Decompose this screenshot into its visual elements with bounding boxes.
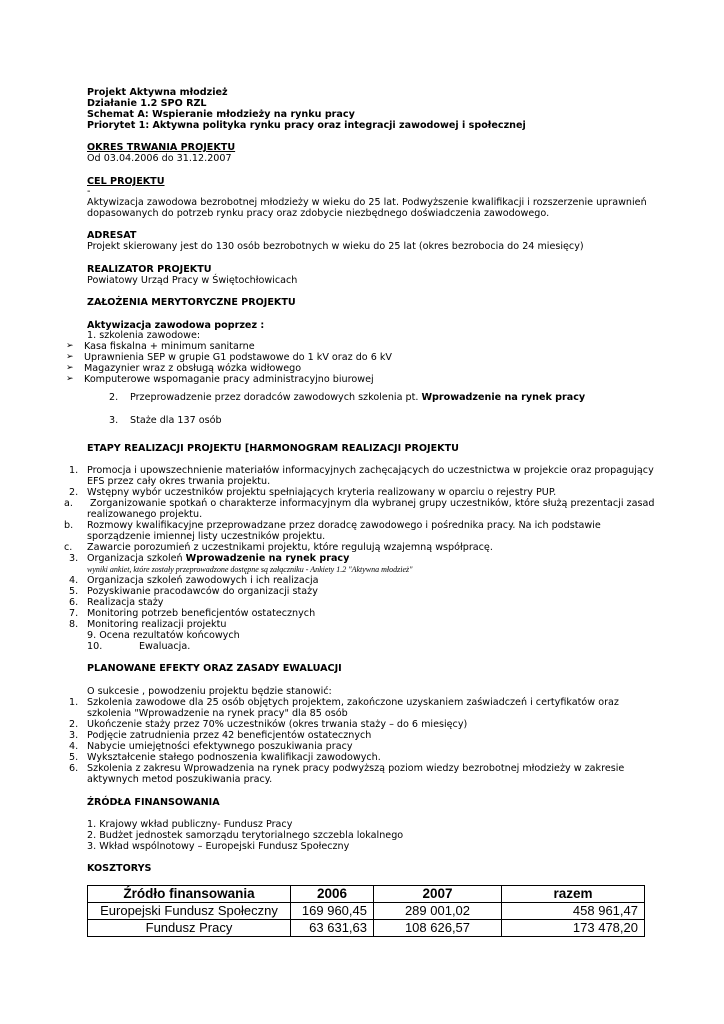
etap-number: 5. bbox=[69, 586, 79, 597]
zalozenia-subheading: Aktywizacja zawodowa poprzez : bbox=[87, 320, 265, 331]
etap-number: 8. bbox=[69, 619, 79, 630]
column-header: 2007 bbox=[374, 886, 502, 903]
zrodlo-item: 3. Wkład wspólnotowy – Europejski Fundusz Społeczny bbox=[87, 841, 350, 852]
okres-heading: OKRES TRWANIA PROJEKTU bbox=[87, 142, 236, 153]
etap-8: Monitoring realizacji projektu bbox=[87, 619, 227, 630]
etap-number: 6. bbox=[69, 597, 79, 608]
etap-5: Pozyskiwanie pracodawców do organizacji staży bbox=[87, 586, 318, 597]
etap-6: Realizacja staży bbox=[87, 597, 164, 608]
efekt-2: Ukończenie staży przez 70% uczestników (okres trwania staży – do 6 miesięcy) bbox=[87, 719, 468, 730]
etap-3-note: wyniki ankiet, które zostały przeprowadzone dostępne są załączniku - Ankiety 1.2 "Aktywna młodzież" bbox=[87, 565, 413, 574]
efekty-intro: O sukcesie , powodzeniu projektu będzie stanowić: bbox=[87, 686, 332, 697]
table-cell: 63 631,63 bbox=[291, 920, 374, 937]
etap-2: Wstępny wybór uczestników projektu spełniających kryteria realizowany w oparciu o rejestry PUP. bbox=[87, 487, 557, 498]
etap-9: 9. Ocena rezultatów końcowych bbox=[87, 630, 240, 641]
column-header: 2006 bbox=[291, 886, 374, 903]
efekt-number: 4. bbox=[69, 741, 79, 752]
table-header-row bbox=[88, 886, 645, 903]
okres-text: Od 03.04.2006 do 31.12.2007 bbox=[87, 153, 232, 164]
cel-line-1: Aktywizacja zawodowa bezrobotnej młodzieży w wieku do 25 lat. Podwyższenie kwalifikacji i rozszerzenie uprawnień bbox=[87, 197, 647, 208]
arrow-bullet-icon: ➢ bbox=[66, 352, 74, 362]
cel-dash: - bbox=[87, 186, 91, 197]
efekt-1-line-1: Szkolenia zawodowe dla 25 osób objętych projektem, zakończone uzyskaniem zaświadczeń i certyfikatów oraz bbox=[87, 697, 619, 708]
kosztorys-table bbox=[87, 885, 645, 937]
efekt-1-line-2: szkolenia "Wprowadzenie na rynek pracy" dla 85 osób bbox=[87, 708, 348, 719]
realizator-heading: REALIZATOR PROJEKTU bbox=[87, 264, 212, 275]
zrodlo-item: 1. Krajowy wkład publiczny- Fundusz Pracy bbox=[87, 819, 293, 830]
zalozenia-heading: ZAŁOŻENIA MERYTORYCZNE PROJEKTU bbox=[87, 297, 296, 308]
bullet-item: Uprawnienia SEP w grupie G1 podstawowe do 1 kV oraz do 6 kV bbox=[84, 352, 392, 363]
efekt-number: 5. bbox=[69, 752, 79, 763]
table-row bbox=[88, 920, 645, 937]
etap-number: 10. bbox=[87, 641, 103, 652]
efekt-number: 2. bbox=[69, 719, 79, 730]
table-cell: Fundusz Pracy bbox=[88, 920, 291, 937]
etap-number: 7. bbox=[69, 608, 79, 619]
etap-letter: b. bbox=[64, 520, 74, 531]
table-cell: 289 001,02 bbox=[374, 903, 502, 920]
etap-b-line-1: Rozmowy kwalifikacyjne przeprowadzane przez doradcę zawodowego i pośrednika pracy. Na ich podstawie bbox=[87, 520, 601, 531]
efekt-4: Nabycie umiejętności efektywnego poszukiwania pracy bbox=[87, 741, 353, 752]
zalozenia-item-2: Przeprowadzenie przez doradców zawodowych szkolenia pt. Wprowadzenie na rynek pracy bbox=[130, 392, 586, 403]
efekt-5: Wykształcenie stałego podnoszenia kwalifikacji zawodowych. bbox=[87, 752, 381, 763]
etap-number: 3. bbox=[69, 553, 79, 564]
bullet-item: Kasa fiskalna + minimum sanitarne bbox=[84, 341, 255, 352]
etap-b-line-2: sporządzenie imiennej listy uczestników projektu. bbox=[87, 531, 326, 542]
etap-number: 4. bbox=[69, 575, 79, 586]
zalozenia-item-3: Staże dla 137 osób bbox=[130, 415, 222, 426]
etap-1-line-2: EFS przez cały okres trwania projektu. bbox=[87, 476, 271, 487]
etap-letter: a. bbox=[64, 498, 73, 509]
efekt-6-line-1: Szkolenia z zakresu Wprowadzenia na rynek pracy podwyższą poziom wiedzy bezrobotnej młodzieży w zakresie bbox=[87, 763, 625, 774]
column-header: razem bbox=[502, 886, 645, 903]
efekt-6-line-2: aktywnych metod poszukiwania pracy. bbox=[87, 774, 273, 785]
column-header: Źródło finansowania bbox=[88, 886, 291, 903]
etap-a-line-1: Zorganizowanie spotkań o charakterze informacyjnym dla wybranej grupy uczestników, które służą prezentacji zasad bbox=[90, 498, 655, 509]
etap-number: 1. bbox=[69, 465, 79, 476]
table-cell: 108 626,57 bbox=[374, 920, 502, 937]
measure-line: Działanie 1.2 SPO RZL bbox=[87, 98, 207, 109]
realizator-text: Powiatowy Urząd Pracy w Świętochłowicach bbox=[87, 275, 298, 286]
kosztorys-heading: KOSZTORYS bbox=[87, 863, 152, 874]
zalozenia-item-2-number: 2. bbox=[109, 392, 119, 403]
etap-10: Ewaluacja. bbox=[139, 641, 191, 652]
etap-3: Organizacja szkoleń Wprowadzenie na rynek pracy bbox=[87, 553, 350, 564]
etapy-heading: ETAPY REALIZACJI PROJEKTU [HARMONOGRAM REALIZACJI PROJEKTU bbox=[87, 443, 459, 454]
table-cell: 173 478,20 bbox=[502, 920, 645, 937]
etap-1-line-1: Promocja i upowszechnienie materiałów informacyjnych zachęcających do uczestnictwa w projekcie oraz propagujący bbox=[87, 465, 654, 476]
table-cell: 458 961,47 bbox=[502, 903, 645, 920]
etap-a-line-2: realizowanego projektu. bbox=[87, 509, 203, 520]
project-title: Projekt Aktywna młodzież bbox=[87, 87, 228, 98]
efekty-heading: PLANOWANE EFEKTY ORAZ ZASADY EWALUACJI bbox=[87, 663, 342, 674]
adresat-heading: ADRESAT bbox=[87, 230, 137, 241]
etap-number: 2. bbox=[69, 487, 79, 498]
arrow-bullet-icon: ➢ bbox=[66, 341, 74, 351]
zalozenia-item-1: 1. szkolenia zawodowe: bbox=[87, 330, 201, 341]
arrow-bullet-icon: ➢ bbox=[66, 363, 74, 373]
zalozenia-item-3-number: 3. bbox=[109, 415, 119, 426]
efekt-number: 3. bbox=[69, 730, 79, 741]
table-cell: 169 960,45 bbox=[291, 903, 374, 920]
cel-heading: CEL PROJEKTU bbox=[87, 176, 165, 187]
table-cell: Europejski Fundusz Społeczny bbox=[88, 903, 291, 920]
cel-line-2: dopasowanych do potrzeb rynku pracy oraz zdobycie niezbędnego doświadczenia zawodowego. bbox=[87, 208, 550, 219]
efekt-number: 6. bbox=[69, 763, 79, 774]
bullet-item: Magazynier wraz z obsługą wózka widłowego bbox=[84, 363, 302, 374]
zrodla-heading: ŹRÓDŁA FINANSOWANIA bbox=[87, 797, 220, 808]
etap-letter: c. bbox=[64, 542, 73, 553]
bullet-item: Komputerowe wspomaganie pracy administracyjno biurowej bbox=[84, 374, 374, 385]
adresat-text: Projekt skierowany jest do 130 osób bezrobotnych w wieku do 25 lat (okres bezrobocia do 24 miesięcy) bbox=[87, 241, 584, 252]
zrodlo-item: 2. Budżet jednostek samorządu terytorialnego szczebla lokalnego bbox=[87, 830, 404, 841]
scheme-line: Schemat A: Wspieranie młodzieży na rynku pracy bbox=[87, 109, 355, 120]
priority-line: Priorytet 1: Aktywna polityka rynku pracy oraz integracji zawodowej i społecznej bbox=[87, 120, 526, 131]
table-row bbox=[88, 903, 645, 920]
etap-4: Organizacja szkoleń zawodowych i ich realizacja bbox=[87, 575, 319, 586]
efekt-3: Podjęcie zatrudnienia przez 42 beneficjentów ostatecznych bbox=[87, 730, 372, 741]
arrow-bullet-icon: ➢ bbox=[66, 374, 74, 384]
etap-7: Monitoring potrzeb beneficjentów ostatecznych bbox=[87, 608, 316, 619]
etap-c: Zawarcie porozumień z uczestnikami projektu, które regulują wzajemną współpracę. bbox=[87, 542, 493, 553]
efekt-number: 1. bbox=[69, 697, 79, 708]
